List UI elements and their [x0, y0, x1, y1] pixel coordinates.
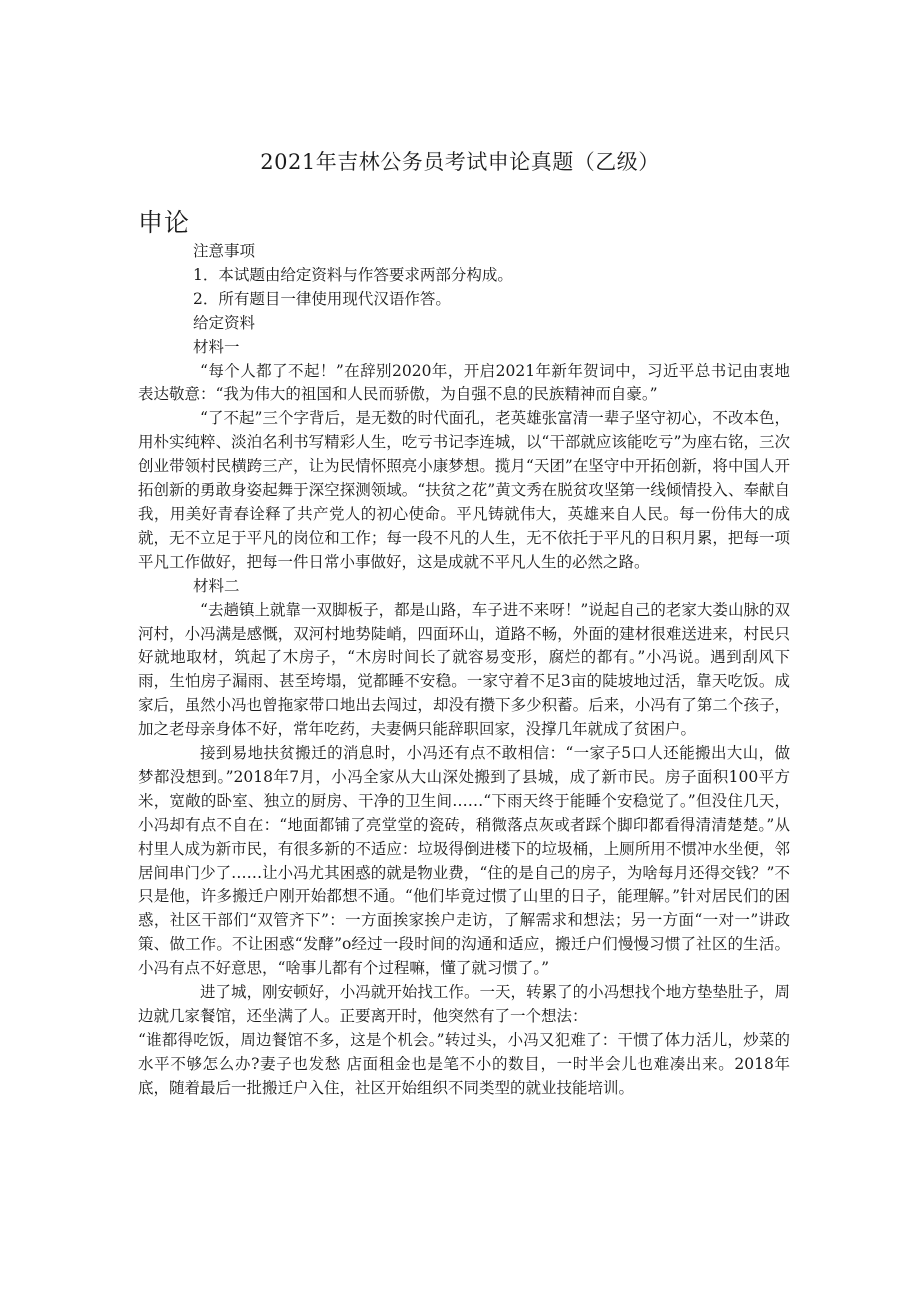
- document-body: [138, 240, 790, 1101]
- material-heading: 材料一: [193, 337, 240, 356]
- document-title: 2021年吉林公务员考试申论真题（乙级）: [260, 150, 660, 174]
- material-paragraph: 接到易地扶贫搬迁的消息时，小冯还有点不敢相信：“一家子5口人还能搬出大山，做梦都没想到。”2018年7月，小冯全家从大山深处搬到了县城，成了新市民。房子面积100平方米，宽敞的卧室、独立的厨房、干净的卫生间……“下雨天终于能睡个安稳觉了。”但没住几天，小冯却有点不自在：“地面都铺了亮堂堂的瓷砖，稍微落点灰或者踩个脚印都看得清清楚楚。”从村里人成为新市民，有很多新的不适应：垃圾得倒进楼下的垃圾桶，上厕所用不惯冲水坐便，邻居间串门少了……让小冯尤其困惑的就是物业费，“住的是自己的房子，为啥每月还得交钱？”不只是他，许多搬迁户刚开始都想不通。“他们毕竟过惯了山里的日子，能理解。”针对居民们的困惑，社区干部们“双管齐下”：一方面挨家挨户走访，了解需求和想法；另一方面“一对一”讲政策、做工作。不让困惑“发酵”o经过一段时间的沟通和适应，搬迁户们慢慢习惯了社区的生活。小冯有点不好意思，“啥事儿都有个过程嘛，懂了就习惯了。”: [138, 744, 790, 978]
- material-heading: 材料二: [193, 576, 240, 595]
- material-paragraph: “去趟镇上就靠一双脚板子，都是山路，车子进不来呀！”说起自己的老家大娄山脉的双河村，小冯满是感慨，双河村地势陡峭，四面环山，道路不畅，外面的建材很难送进来，村民只好就地取材，筑起了木房子，“木房时间长了就容易变形，腐烂的都有。”小冯说。遇到刮风下雨，生怕房子漏雨、甚至垮塌，觉都睡不安稳。一家守着不足3亩的陡坡地过活，靠天吃饭。成家后，虽然小冯也曾拖家带口地出去闯过，却没有攒下多少积蓄。后来，小冯有了第二个孩子，加之老母亲身体不好，常年吃药，夫妻俩只能辞职回家，没撑几年就成了贫困户。: [138, 600, 790, 739]
- material-paragraph: “每个人都了不起！”在辞别2020年，开启2021年新年贺词中，习近平总书记由衷地表达敬意：“我为伟大的祖国和人民而骄傲，为自强不息的民族精神而自豪。”: [138, 361, 790, 404]
- materials-heading: 给定资料: [193, 313, 256, 332]
- material-paragraph: “了不起”三个字背后，是无数的时代面孔，老英雄张富清一辈子坚守初心，不改本色，用朴实纯粹、淡泊名利书写精彩人生，吃亏书记李连城，以“干部就应该能吃亏”为座右铭，三次创业带领村民横跨三产，让为民情怀照亮小康梦想。揽月“天团”在坚守中开拓创新，将中国人开拓创新的勇敢身姿起舞于深空探测领域。“扶贫之花”黄文秀在脱贫攻坚第一线倾情投入、奉献自我，用美好青春诠释了共产党人的初心使命。平凡铸就伟大，英雄来自人民。每一份伟大的成就，无不立足于平凡的岗位和工作；每一段不凡的人生，无不依托于平凡的日积月累，把每一项平凡工作做好，把每一件日常小事做好，这是成就不平凡人生的必然之路。: [138, 409, 790, 571]
- section-heading: 申论: [138, 208, 191, 237]
- material-paragraph: 进了城，刚安顿好，小冯就开始找工作。一天，转累了的小冯想找个地方垫垫肚子，周边就几家餐馆，还坐满了人。正要离开时，他突然有了一个想法：: [138, 983, 790, 1025]
- material-paragraph: “谁都得吃饭，周边餐馆不多，这是个机会。”转过头，小冯又犯难了：干惯了体力活儿，炒菜的水平不够怎么办?妻子也发愁 店面租金也是笔不小的数目，一时半会儿也难凑出来。2018年底，随着最后一批搬迁户入住，社区开始组织不同类型的就业技能培训。: [138, 1030, 790, 1097]
- notice-heading: 注意事项: [193, 242, 256, 260]
- notice-item: 1．本试题由给定资料与作答要求两部分构成。: [193, 265, 513, 284]
- notice-item: 2．所有题目一律使用现代汉语作答。: [193, 289, 451, 308]
